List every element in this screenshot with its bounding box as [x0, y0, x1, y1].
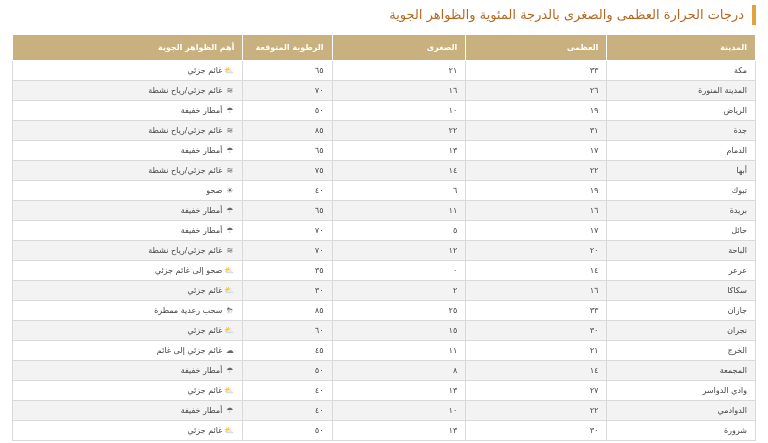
cell-humidity: ٤٠ — [243, 181, 332, 201]
cell-min: ١٣ — [332, 421, 466, 441]
phenomenon-wrap — [181, 206, 235, 215]
header-city: المدينة — [607, 35, 756, 61]
cell-humidity: ٤٠ — [243, 401, 332, 421]
rain-icon: ☂ — [226, 206, 234, 215]
cell-min: ٥ — [332, 221, 466, 241]
phenomenon-text: غائم جزئي/رياح نشطة — [148, 246, 223, 255]
table-body — [13, 61, 756, 441]
phenomenon-wrap — [187, 326, 234, 335]
table-row — [13, 161, 756, 181]
phenomenon-text: أمطار خفيفة — [180, 206, 223, 215]
cell-city: الرياض — [607, 101, 756, 121]
cell-max: ٢١ — [466, 341, 607, 361]
cell-max: ٣٣ — [466, 61, 607, 81]
cell-phenomenon — [13, 201, 243, 221]
table-row — [13, 221, 756, 241]
cell-humidity: ٦٠ — [243, 321, 332, 341]
phenomenon-text: غائم جزئي/رياح نشطة — [148, 86, 223, 95]
cell-humidity: ٦٥ — [243, 201, 332, 221]
cell-max: ٢٢ — [466, 161, 607, 181]
phenomenon-text: غائم جزئي — [187, 326, 223, 335]
phenomenon-wrap — [181, 406, 235, 415]
cell-phenomenon — [13, 181, 243, 201]
phenomenon-text: صحو — [206, 186, 223, 195]
table-row — [13, 321, 756, 341]
table-row — [13, 261, 756, 281]
cell-phenomenon — [13, 381, 243, 401]
table-row — [13, 101, 756, 121]
table-row — [13, 301, 756, 321]
cell-city: المجمعة — [607, 361, 756, 381]
partly-cloudy-icon: ⛅ — [224, 66, 235, 75]
cell-max: ٢٠ — [466, 241, 607, 261]
cell-phenomenon — [13, 261, 243, 281]
cell-humidity: ٣٥ — [243, 261, 332, 281]
cell-humidity: ٥٠ — [243, 361, 332, 381]
phenomenon-wrap — [187, 426, 234, 435]
cell-city: مكة — [607, 61, 756, 81]
cell-phenomenon — [13, 221, 243, 241]
phenomenon-text: سحب رعدية ممطرة — [154, 306, 223, 315]
cell-humidity: ٨٥ — [243, 121, 332, 141]
cell-city: تبوك — [607, 181, 756, 201]
thunder-icon: ⛈ — [226, 306, 234, 315]
cell-city: الدمام — [607, 141, 756, 161]
cell-max: ٣٠ — [466, 421, 607, 441]
cell-city: سكاكا — [607, 281, 756, 301]
cell-city: شرورة — [607, 421, 756, 441]
cell-min: ٨ — [332, 361, 466, 381]
phenomenon-wrap — [154, 306, 234, 315]
cell-phenomenon — [13, 361, 243, 381]
cell-min: ١٣ — [332, 141, 466, 161]
cell-max: ١٩ — [466, 181, 607, 201]
cell-city: بريدة — [607, 201, 756, 221]
cell-max: ١٧ — [466, 141, 607, 161]
phenomenon-text: أمطار خفيفة — [180, 366, 223, 375]
phenomenon-text: أمطار خفيفة — [180, 146, 223, 155]
cell-humidity: ٧٥ — [243, 161, 332, 181]
cell-phenomenon — [13, 101, 243, 121]
cell-city: نجران — [607, 321, 756, 341]
cell-humidity: ٦٥ — [243, 61, 332, 81]
rain-icon: ☂ — [226, 366, 234, 375]
cell-phenomenon — [13, 301, 243, 321]
cell-max: ١٦ — [466, 201, 607, 221]
table-row — [13, 381, 756, 401]
table-row — [13, 241, 756, 261]
phenomenon-wrap — [148, 166, 234, 175]
phenomenon-text: غائم جزئي إلى غائم — [156, 346, 223, 355]
cell-max: ١٧ — [466, 221, 607, 241]
cell-max: ٣٠ — [466, 321, 607, 341]
cell-min: ١٠ — [332, 401, 466, 421]
title-accent-bar — [752, 5, 756, 25]
cell-min: ١٠ — [332, 101, 466, 121]
cell-min: ١١ — [332, 341, 466, 361]
rain-icon: ☂ — [226, 146, 234, 155]
table-row — [13, 341, 756, 361]
cell-phenomenon — [13, 161, 243, 181]
cell-min: ١٣ — [332, 381, 466, 401]
phenomenon-wrap — [155, 266, 234, 275]
cell-city: عرعر — [607, 261, 756, 281]
cell-phenomenon — [13, 401, 243, 421]
phenomenon-wrap — [181, 366, 235, 375]
table-row — [13, 201, 756, 221]
weather-table — [12, 34, 756, 441]
cell-phenomenon — [13, 281, 243, 301]
partly-cloudy-icon: ⛅ — [224, 386, 235, 395]
phenomenon-text: أمطار خفيفة — [180, 226, 223, 235]
header-max: العظمى — [466, 35, 607, 61]
partly-cloudy-icon: ⛅ — [224, 326, 235, 335]
page-title: درجات الحرارة العظمى والصغرى بالدرجة المئوية والظواهر الجوية — [389, 7, 744, 23]
table-header-row — [13, 35, 756, 61]
phenomenon-wrap — [157, 346, 235, 355]
table-row — [13, 361, 756, 381]
sun-icon: ☀ — [226, 186, 234, 195]
cell-min: ٠ — [332, 261, 466, 281]
cell-min: ١٤ — [332, 161, 466, 181]
phenomenon-wrap — [187, 286, 234, 295]
cell-min: ١٢ — [332, 241, 466, 261]
cell-city: المدينة المنورة — [607, 81, 756, 101]
cell-max: ٢٦ — [466, 81, 607, 101]
cell-phenomenon — [13, 421, 243, 441]
phenomenon-wrap — [181, 226, 235, 235]
cell-max: ١٤ — [466, 361, 607, 381]
cell-humidity: ٨٥ — [243, 301, 332, 321]
cell-humidity: ٣٠ — [243, 281, 332, 301]
table-row — [13, 141, 756, 161]
phenomenon-text: أمطار خفيفة — [180, 106, 223, 115]
sun-cloud-icon: ⛅ — [224, 266, 235, 275]
phenomenon-text: غائم جزئي — [187, 386, 223, 395]
header-humidity: الرطوبة المتوقعة — [243, 35, 332, 61]
cell-humidity: ٥٠ — [243, 421, 332, 441]
cell-city: حائل — [607, 221, 756, 241]
wind-icon: ≋ — [226, 126, 234, 135]
cell-humidity: ٦٥ — [243, 141, 332, 161]
cell-min: ٢٥ — [332, 301, 466, 321]
table-row — [13, 421, 756, 441]
cell-humidity: ٤٥ — [243, 341, 332, 361]
cell-humidity: ٧٠ — [243, 221, 332, 241]
phenomenon-text: أمطار خفيفة — [180, 406, 223, 415]
cell-city: أبها — [607, 161, 756, 181]
table-row — [13, 181, 756, 201]
phenomenon-wrap — [148, 246, 234, 255]
cell-min: ١٦ — [332, 81, 466, 101]
header-phenomena: أهم الظواهر الجوية — [13, 35, 243, 61]
phenomenon-text: غائم جزئي — [187, 426, 223, 435]
cell-min: ١٥ — [332, 321, 466, 341]
wind-icon: ≋ — [226, 166, 234, 175]
cell-min: ٢٢ — [332, 121, 466, 141]
wind-icon: ≋ — [226, 86, 234, 95]
cell-humidity: ٤٠ — [243, 381, 332, 401]
cell-phenomenon — [13, 241, 243, 261]
cell-min: ٦ — [332, 181, 466, 201]
cell-city: الدوادمي — [607, 401, 756, 421]
cell-city: الباحة — [607, 241, 756, 261]
phenomenon-text: غائم جزئي — [187, 66, 223, 75]
phenomenon-wrap — [187, 66, 234, 75]
wind-icon: ≋ — [226, 246, 234, 255]
cell-min: ٢١ — [332, 61, 466, 81]
table-row — [13, 401, 756, 421]
cloud-icon: ☁ — [225, 346, 234, 355]
phenomenon-wrap — [148, 86, 234, 95]
cell-max: ٣١ — [466, 121, 607, 141]
cell-max: ١٦ — [466, 281, 607, 301]
table-row — [13, 61, 756, 81]
phenomenon-wrap — [181, 106, 235, 115]
rain-icon: ☂ — [226, 226, 234, 235]
rain-icon: ☂ — [226, 406, 234, 415]
phenomenon-wrap — [148, 126, 234, 135]
title-bar — [389, 4, 756, 26]
table-row — [13, 281, 756, 301]
cell-city: جدة — [607, 121, 756, 141]
partly-cloudy-icon: ⛅ — [224, 286, 235, 295]
cell-max: ١٤ — [466, 261, 607, 281]
cell-city: جازان — [607, 301, 756, 321]
phenomenon-text: صحو إلى غائم جزئي — [154, 266, 223, 275]
cell-phenomenon — [13, 61, 243, 81]
cell-phenomenon — [13, 341, 243, 361]
rain-icon: ☂ — [226, 106, 234, 115]
phenomenon-text: غائم جزئي/رياح نشطة — [148, 166, 223, 175]
cell-humidity: ٥٠ — [243, 101, 332, 121]
phenomenon-wrap — [187, 386, 234, 395]
cell-min: ٢ — [332, 281, 466, 301]
cell-city: الخرج — [607, 341, 756, 361]
phenomenon-text: غائم جزئي/رياح نشطة — [148, 126, 223, 135]
cell-humidity: ٧٠ — [243, 241, 332, 261]
cell-phenomenon — [13, 321, 243, 341]
table-row — [13, 121, 756, 141]
partly-cloudy-icon: ⛅ — [224, 426, 235, 435]
cell-max: ٢٧ — [466, 381, 607, 401]
header-min: الصغرى — [332, 35, 466, 61]
cell-max: ٢٢ — [466, 401, 607, 421]
cell-phenomenon — [13, 141, 243, 161]
table-row — [13, 81, 756, 101]
cell-min: ١١ — [332, 201, 466, 221]
cell-phenomenon — [13, 121, 243, 141]
cell-city: وادي الدواسر — [607, 381, 756, 401]
cell-max: ٣٣ — [466, 301, 607, 321]
cell-humidity: ٧٠ — [243, 81, 332, 101]
phenomenon-wrap — [206, 186, 234, 195]
phenomenon-text: غائم جزئي — [187, 286, 223, 295]
phenomenon-wrap — [181, 146, 235, 155]
cell-phenomenon — [13, 81, 243, 101]
cell-max: ١٩ — [466, 101, 607, 121]
